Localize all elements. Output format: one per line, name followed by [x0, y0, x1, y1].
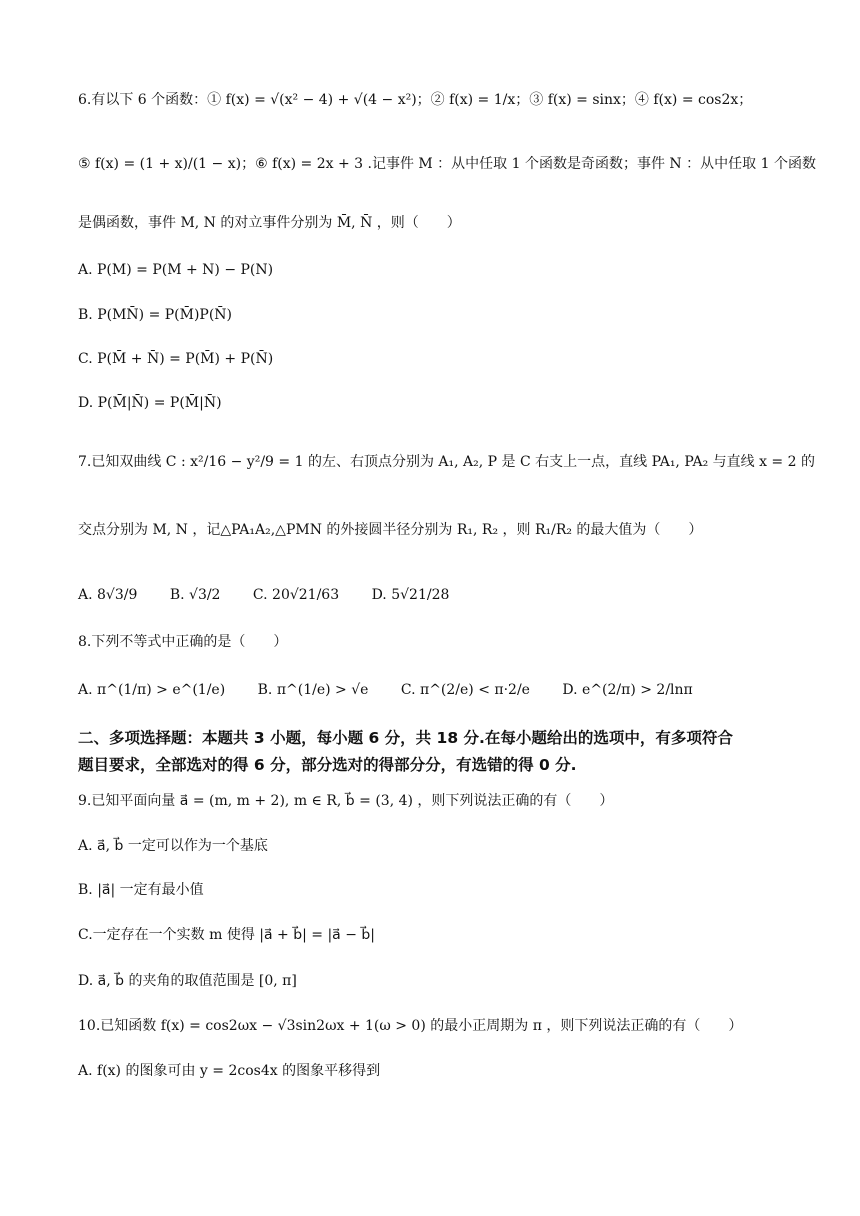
q6-line3: 是偶函数，事件 M, N 的对立事件分别为 M̄, N̄ ，则（ ） — [78, 215, 461, 231]
q7-options — [78, 585, 820, 605]
q6-option-a: A. P(M) = P(M + N) − P(N) — [78, 262, 274, 278]
section2-heading-line2: 题目要求，全部选对的得 6 分，部分选对的得部分分，有选错的得 0 分. — [78, 756, 577, 774]
q9-option-a: A. a⃗, b⃗ 一定可以作为一个基底 — [78, 838, 268, 854]
q7-option-a: A. 8√3/9 — [78, 587, 138, 603]
q9-stem: 9.已知平面向量 a⃗ = (m, m + 2), m ∈ R, b⃗ = (3, 4) ，则下列说法正确的有（ ） — [78, 793, 614, 809]
q7-option-b: B. √3/2 — [169, 587, 221, 603]
q7-option-c: C. 20√21/63 — [252, 587, 340, 603]
q8-option-b: B. π^(1/e) > √e — [257, 682, 369, 698]
q7-line1: 7.已知双曲线 C : x²/16 − y²/9 = 1 的左、右顶点分别为 A₁, A₂, P 是 C 右支上一点，直线 PA₁, PA₂ 与直线 x = 2 的 — [78, 454, 815, 470]
q6-option-c: C. P(M̄ + N̄) = P(M̄) + P(N̄) — [78, 351, 274, 367]
q10-stem: 10.已知函数 f(x) = cos2ωx − √3sin2ωx + 1(ω > 0) 的最小正周期为 π ，则下列说法正确的有（ ） — [78, 1018, 743, 1034]
q8-stem: 8.下列不等式中正确的是（ ） — [78, 634, 288, 650]
q6-option-d: D. P(M̄|N̄) = P(M̄|N̄) — [78, 395, 222, 411]
q9-option-d: D. a⃗, b⃗ 的夹角的取值范围是 [0, π] — [78, 973, 297, 989]
q6-line2: ⑤ f(x) = (1 + x)/(1 − x)；⑥ f(x) = 2x + 3 .记事件 M ：从中任取 1 个函数是奇函数；事件 N ：从中任取 1 个函数 — [78, 156, 816, 172]
q9-option-b: B. |a⃗| 一定有最小值 — [78, 882, 204, 898]
q6-option-b: B. P(MN̄) = P(M̄)P(N̄) — [78, 307, 233, 323]
q8-option-c: C. π^(2/e) < π·2/e — [400, 682, 530, 698]
q10-option-a: A. f(x) 的图象可由 y = 2cos4x 的图象平移得到 — [78, 1063, 381, 1079]
q8-options — [78, 680, 820, 700]
q7-option-d: D. 5√21/28 — [371, 587, 450, 603]
q7-line2: 交点分别为 M, N ，记△PA₁A₂,△PMN 的外接圆半径分别为 R₁, R₂ ，则 R₁/R₂ 的最大值为（ ） — [78, 522, 703, 538]
section2-heading-line1: 二、多项选择题：本题共 3 小题，每小题 6 分，共 18 分.在每小题给出的选项中，有多项符合 — [78, 729, 733, 747]
q8-option-a: A. π^(1/π) > e^(1/e) — [78, 682, 226, 698]
q9-option-c: C.一定存在一个实数 m 使得 |a⃗ + b⃗| = |a⃗ − b⃗| — [78, 927, 375, 943]
q8-option-d: D. e^(2/π) > 2/lnπ — [562, 682, 693, 698]
q6-line1: 6.有以下 6 个函数：① f(x) = √(x² − 4) + √(4 − x²)；② f(x) = 1/x；③ f(x) = sinx；④ f(x) = cos2x； — [78, 92, 753, 108]
